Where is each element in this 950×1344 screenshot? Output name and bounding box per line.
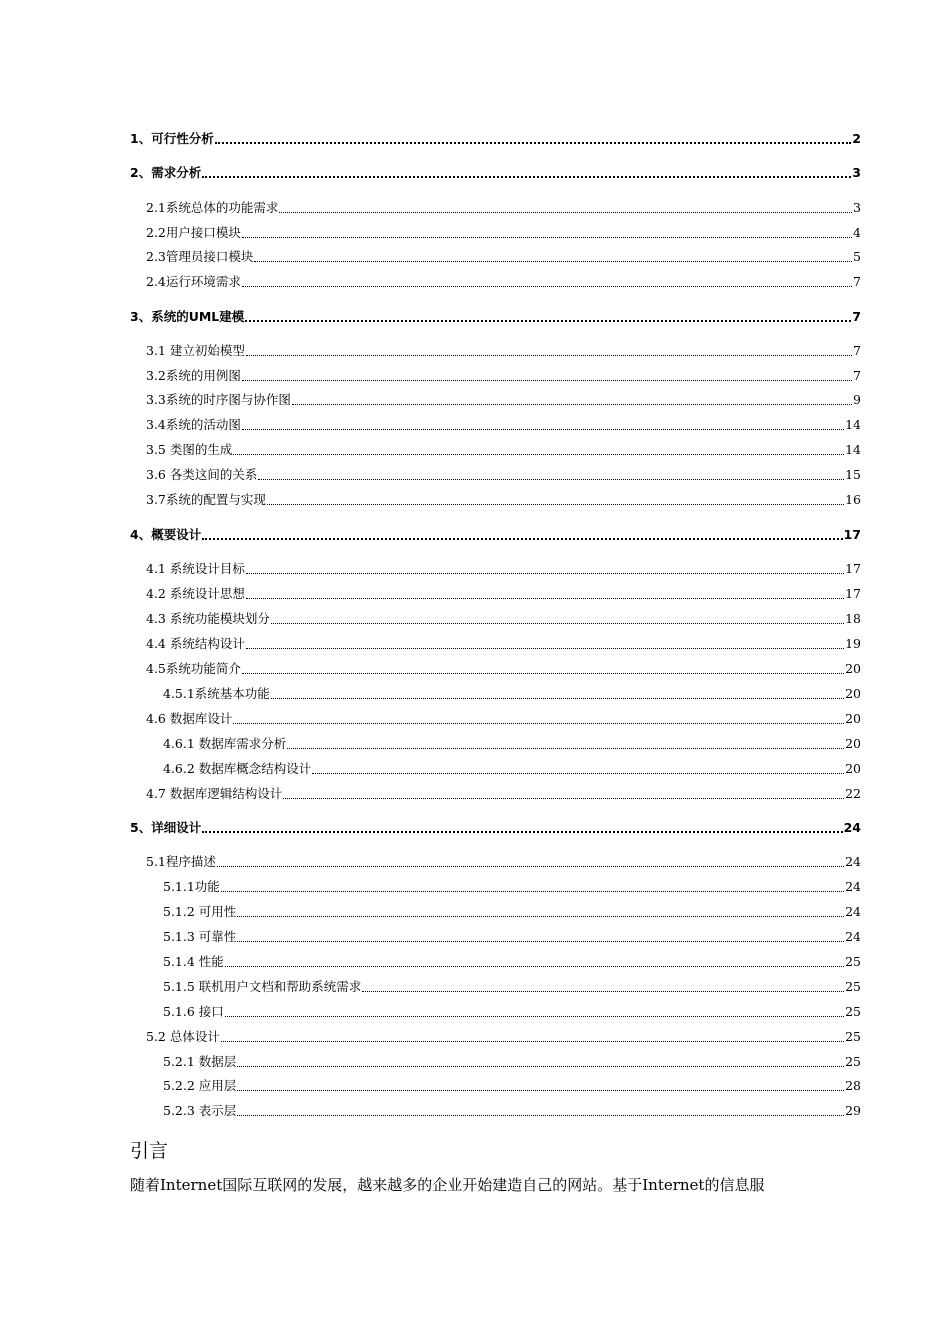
toc-leader — [221, 891, 844, 892]
toc-leader — [279, 212, 852, 213]
toc-label: 5.1程序描述 — [146, 854, 216, 869]
toc-entry[interactable] — [146, 224, 861, 242]
toc-entry[interactable] — [146, 441, 861, 459]
toc-leader — [202, 831, 842, 833]
toc-leader — [221, 1041, 844, 1042]
toc-label: 4.5.1系统基本功能 — [163, 686, 270, 701]
toc-label: 5.1.5 联机用户文档和帮助系统需求 — [163, 979, 362, 994]
toc-entry[interactable] — [146, 1028, 861, 1046]
toc-page: 16 — [845, 492, 861, 507]
toc-label: 3.5 类图的生成 — [146, 442, 233, 457]
toc-entry[interactable] — [146, 199, 861, 217]
toc-page: 17 — [843, 527, 861, 542]
toc-page: 14 — [845, 442, 861, 457]
toc-entry[interactable] — [146, 416, 861, 434]
toc-entry[interactable] — [163, 1053, 861, 1071]
toc-label: 3、系统的UML建模 — [130, 309, 245, 324]
toc-entry[interactable] — [130, 819, 861, 837]
toc-leader — [225, 1016, 844, 1017]
toc-page: 7 — [853, 368, 861, 383]
toc-label: 2.3管理员接口模块 — [146, 249, 254, 264]
toc-leader — [202, 176, 851, 178]
toc-page: 24 — [845, 854, 861, 869]
toc-leader — [287, 748, 844, 749]
toc-page: 9 — [853, 392, 861, 407]
toc-label: 4.1 系统设计目标 — [146, 561, 245, 576]
toc-page: 20 — [845, 686, 861, 701]
toc-page: 4 — [853, 225, 861, 240]
toc-leader — [242, 380, 852, 381]
toc-entry[interactable] — [130, 308, 861, 326]
toc-label: 3.6 各类这间的关系 — [146, 467, 258, 482]
toc-leader — [246, 648, 844, 649]
toc-page: 17 — [845, 586, 861, 601]
toc-page: 20 — [845, 736, 861, 751]
toc-entry[interactable] — [130, 164, 861, 182]
toc-label: 5.1.3 可靠性 — [163, 929, 237, 944]
toc-page: 14 — [845, 417, 861, 432]
toc-entry[interactable] — [146, 391, 861, 409]
toc-page: 28 — [845, 1078, 861, 1093]
toc-leader — [237, 1090, 844, 1091]
toc-label: 3.3系统的时序图与协作图 — [146, 392, 291, 407]
toc-leader — [242, 429, 844, 430]
toc-leader — [242, 673, 844, 674]
toc-page: 29 — [845, 1103, 861, 1118]
toc-page: 7 — [852, 309, 861, 324]
toc-leader — [246, 355, 852, 356]
toc-page: 25 — [845, 1004, 861, 1019]
toc-label: 4.4 系统结构设计 — [146, 636, 245, 651]
toc-entry[interactable] — [163, 978, 861, 996]
toc-label: 5.1.6 接口 — [163, 1004, 224, 1019]
toc-label: 3.7系统的配置与实现 — [146, 492, 266, 507]
toc-label: 3.2系统的用例图 — [146, 368, 241, 383]
toc-entry[interactable] — [163, 1102, 861, 1120]
toc-label: 3.4系统的活动图 — [146, 417, 241, 432]
toc-label: 4.2 系统设计思想 — [146, 586, 245, 601]
toc-page: 25 — [845, 1054, 861, 1069]
toc-page: 20 — [845, 761, 861, 776]
toc-entry[interactable] — [146, 635, 861, 653]
toc-page: 25 — [845, 954, 861, 969]
toc-label: 2、需求分析 — [130, 165, 202, 180]
toc-entry[interactable] — [146, 610, 861, 628]
toc-page: 3 — [852, 165, 861, 180]
toc-page: 24 — [845, 904, 861, 919]
toc-entry[interactable] — [163, 878, 861, 896]
toc-leader — [233, 723, 844, 724]
toc-entry[interactable] — [163, 1077, 861, 1095]
toc-label: 3.1 建立初始模型 — [146, 343, 245, 358]
toc-page: 20 — [845, 661, 861, 676]
toc-entry[interactable] — [163, 735, 861, 753]
toc-entry[interactable] — [146, 710, 861, 728]
toc-leader — [267, 504, 844, 505]
toc-leader — [242, 237, 852, 238]
toc-entry[interactable] — [146, 248, 861, 266]
toc-label: 2.4运行环境需求 — [146, 274, 241, 289]
toc-leader — [233, 454, 844, 455]
toc-label: 4.7 数据库逻辑结构设计 — [146, 786, 283, 801]
toc-leader — [271, 623, 844, 624]
body-paragraph: 随着Internet国际互联网的发展，越来越多的企业开始建造自己的网站。基于Internet的信息服 — [130, 1176, 765, 1194]
toc-entry[interactable] — [130, 526, 861, 544]
toc-page: 5 — [853, 249, 861, 264]
toc-entry[interactable] — [163, 928, 861, 946]
toc-label: 4.5系统功能简介 — [146, 661, 241, 676]
toc-page: 17 — [845, 561, 861, 576]
toc-entry[interactable] — [146, 585, 861, 603]
toc-leader — [312, 773, 844, 774]
toc-leader — [283, 798, 844, 799]
toc-entry[interactable] — [146, 785, 861, 803]
toc-leader — [237, 1115, 844, 1116]
toc-entry[interactable] — [163, 903, 861, 921]
toc-leader — [237, 941, 844, 942]
toc-label: 5.1.1功能 — [163, 879, 220, 894]
toc-leader — [242, 286, 852, 287]
toc-page: 3 — [853, 200, 861, 215]
toc-page: 24 — [845, 929, 861, 944]
toc-leader — [271, 698, 844, 699]
toc-page: 7 — [853, 274, 861, 289]
toc-page: 15 — [845, 467, 861, 482]
toc-entry[interactable] — [146, 491, 861, 509]
toc-leader — [225, 966, 844, 967]
toc-page: 22 — [845, 786, 861, 801]
toc-label: 2.1系统总体的功能需求 — [146, 200, 279, 215]
toc-entry[interactable] — [146, 853, 861, 871]
toc-page: 25 — [845, 979, 861, 994]
toc-entry[interactable] — [146, 560, 861, 578]
toc-label: 5.2.2 应用层 — [163, 1078, 237, 1093]
toc-leader — [246, 573, 844, 574]
toc-entry[interactable] — [163, 685, 861, 703]
toc-page: 20 — [845, 711, 861, 726]
toc-label: 1、可行性分析 — [130, 131, 214, 146]
toc-entry[interactable] — [163, 953, 861, 971]
toc-label: 5.2.1 数据层 — [163, 1054, 237, 1069]
toc-leader — [202, 538, 842, 540]
toc-leader — [237, 916, 844, 917]
toc-leader — [217, 866, 844, 867]
toc-page: 18 — [845, 611, 861, 626]
toc-entry[interactable] — [146, 342, 861, 360]
toc-page: 2 — [852, 131, 861, 146]
toc-label: 5、详细设计 — [130, 820, 202, 835]
toc-leader — [258, 479, 844, 480]
toc-page: 24 — [843, 820, 861, 835]
toc-label: 4.6.1 数据库需求分析 — [163, 736, 287, 751]
toc-label: 4.6.2 数据库概念结构设计 — [163, 761, 312, 776]
toc-label: 2.2用户接口模块 — [146, 225, 241, 240]
toc-leader — [245, 320, 851, 322]
toc-label: 5.2.3 表示层 — [163, 1103, 237, 1118]
toc-label: 5.1.4 性能 — [163, 954, 224, 969]
toc-page: 7 — [853, 343, 861, 358]
toc-entry[interactable] — [146, 367, 861, 385]
toc-entry[interactable] — [146, 660, 861, 678]
toc-page: 19 — [845, 636, 861, 651]
toc-page: 25 — [845, 1029, 861, 1044]
toc-entry[interactable] — [146, 466, 861, 484]
toc-label: 4、概要设计 — [130, 527, 202, 542]
toc-leader — [362, 991, 844, 992]
section-heading: 引言 — [130, 1140, 169, 1162]
toc-entry[interactable] — [146, 273, 861, 291]
toc-leader — [254, 261, 852, 262]
toc-entry[interactable] — [163, 760, 861, 778]
toc-leader — [292, 404, 852, 405]
toc-leader — [246, 598, 844, 599]
toc-label: 4.3 系统功能模块划分 — [146, 611, 270, 626]
toc-leader — [215, 142, 852, 144]
toc-page: 24 — [845, 879, 861, 894]
toc-entry[interactable] — [163, 1003, 861, 1021]
toc-entry[interactable] — [130, 130, 861, 148]
toc-label: 4.6 数据库设计 — [146, 711, 233, 726]
toc-label: 5.2 总体设计 — [146, 1029, 220, 1044]
toc-label: 5.1.2 可用性 — [163, 904, 237, 919]
toc-leader — [237, 1066, 844, 1067]
